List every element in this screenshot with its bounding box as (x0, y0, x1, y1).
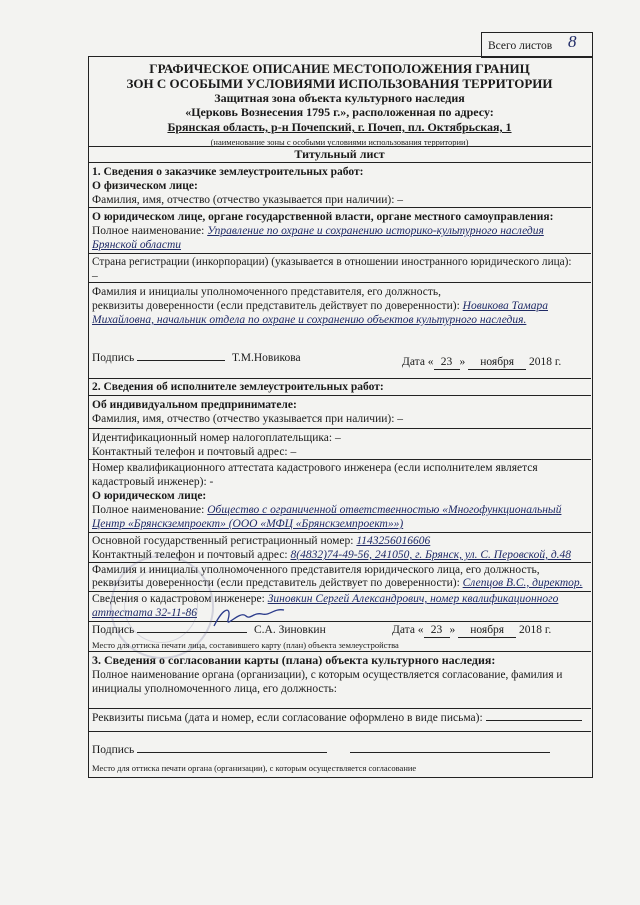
divider (88, 428, 591, 429)
section1-date-year: 2018 г. (529, 356, 562, 368)
zone-type: Защитная зона объекта культурного наследия (214, 91, 465, 105)
section2-ip-contacts: Контактный телефон и почтовый адрес: – (92, 446, 297, 458)
section3-letter-line (486, 720, 582, 721)
sheets-count-value: 8 (568, 32, 577, 51)
section3-signature-row (92, 744, 550, 757)
section2-legal-heading: О юридическом лице: (92, 490, 207, 502)
section1-rep-label: реквизиты доверенности (если представитель действует по доверенности): (92, 300, 460, 312)
section1-country-value: – (92, 270, 98, 282)
divider (88, 253, 591, 254)
section1-fullname-value: Управление по охране и сохранению историко-культурного наследия (207, 225, 544, 237)
section2-rep-label: реквизиты доверенности (если представитель действует по доверенности): (92, 577, 460, 589)
section2-ogrn-label: Основной государственный регистрационный номер: (92, 535, 354, 547)
section1-sign-line (137, 360, 225, 361)
zone-address: Брянская область, р-н Почепский, г. Почеп, пл. Октябрьская, 1 (167, 120, 512, 134)
section2-rep-line1: Фамилия и инициалы уполномоченного представителя юридического лица, его должность, (92, 564, 540, 576)
section3-org-line1: Полное наименование органа (организации), с которым осуществляется согласование, фамилия и (92, 669, 563, 681)
section1-date (402, 356, 561, 370)
section1-country: Страна регистрации (инкорпорации) (указывается в отношении иностранного юридического лица): (92, 256, 572, 268)
section2-sign-name: С.А. Зиновкин (253, 624, 326, 636)
section2-date-quote: » (449, 624, 456, 636)
section1-sign-label: Подпись (92, 352, 135, 364)
section1-rep-value: Новикова Тамара (462, 300, 548, 312)
signature-mark (210, 602, 290, 632)
divider (88, 459, 591, 460)
section3-org-line2: инициалы уполномоченного лица, его должность: (92, 683, 337, 695)
section1-legal-heading: О юридическом лице, органе государственной власти, органе местного самоуправления: (92, 211, 554, 223)
section2-inn: Идентификационный номер налогоплательщика: – (92, 432, 341, 444)
section2-fullname-value-cont: Центр «Брянскземпроект» (ООО «МФЦ «Брянскземпроект»») (92, 518, 404, 530)
section1-fullname-label: Полное наименование: (92, 225, 205, 237)
divider (88, 395, 591, 396)
sheets-count-label: Всего листов (488, 40, 553, 52)
section3-name-line (350, 752, 550, 753)
section1-rep-value-cont: Михайловна, начальник отдела по охране и сохранению объектов культурного наследия. (92, 314, 527, 326)
section2-ogrn-row (92, 535, 430, 548)
title-sheet-label: Титульный лист (294, 147, 385, 161)
section3-sign-line (137, 752, 327, 753)
section2-engineer-value: Зиновкин Сергей Александрович, номер квалификационного (267, 593, 559, 605)
section2-date-year: 2018 г. (519, 624, 552, 636)
section1-phys-fio: Фамилия, имя, отчество (отчество указывается при наличии): – (92, 194, 404, 206)
section1-date-quote: » (459, 356, 466, 368)
divider (88, 532, 591, 533)
section2-heading: 2. Сведения об исполнителе землеустроительных работ: (92, 381, 384, 393)
doc-title-line2: ЗОН С ОСОБЫМИ УСЛОВИЯМИ ИСПОЛЬЗОВАНИЯ ТЕРРИТОРИИ (126, 76, 553, 91)
zone-object: «Церковь Вознесения 1795 г.», расположенная по адресу: (185, 105, 494, 119)
section2-contact-value: 8(4832)74-49-56, 241050, г. Брянск, ул. С. Перовской, д.48 (290, 549, 572, 561)
section2-contact-label: Контактный телефон и почтовый адрес: (92, 549, 288, 561)
divider (88, 708, 591, 709)
section2-ip-heading: Об индивидуальном предпринимателе: (92, 399, 297, 411)
section1-date-month: ноября (468, 356, 526, 370)
section2-date (392, 624, 551, 638)
section1-date-label: Дата « (402, 356, 434, 368)
section1-date-day: 23 (434, 356, 460, 370)
section2-ogrn-value: 1143256016606 (356, 535, 431, 547)
section2-stamp-note: Место для оттиска печати лица, составившего карту (план) объекта землеустройства (92, 640, 399, 650)
section2-fullname-value: Общество с ограниченной ответственностью «Многофункциональный (207, 504, 562, 516)
divider (88, 162, 591, 163)
section3-letter-label: Реквизиты письма (дата и номер, если согласование оформлено в виде письма): (92, 712, 483, 724)
section3-letter-row (92, 712, 582, 725)
section1-rep-line1: Фамилия и инициалы уполномоченного представителя, его должность, (92, 286, 441, 298)
divider (88, 378, 591, 379)
stamp-mark-inner (124, 569, 198, 643)
section1-sign-name: Т.М.Новикова (231, 352, 301, 364)
section2-engineer-label: Сведения о кадастровом инженере: (92, 593, 265, 605)
section1-fullname-value-cont: Брянской области (92, 239, 182, 251)
section1-fullname-row (92, 225, 544, 238)
section2-fullname-label: Полное наименование: (92, 504, 205, 516)
sheets-count-box (481, 32, 593, 58)
section2-date-label: Дата « (392, 624, 424, 636)
divider (88, 282, 591, 283)
section2-cert-line2: кадастровый инженер): - (92, 476, 214, 488)
doc-title-line1: ГРАФИЧЕСКОЕ ОПИСАНИЕ МЕСТОПОЛОЖЕНИЯ ГРАНИЦ (149, 61, 530, 76)
section2-sign-label: Подпись (92, 624, 135, 636)
section3-heading: 3. Сведения о согласовании карты (плана) объекта культурного наследия: (92, 653, 496, 667)
divider (88, 207, 591, 208)
section2-fullname-row (92, 504, 561, 517)
section1-heading: 1. Сведения о заказчике землеустроительных работ: (92, 166, 364, 178)
section1-phys-heading: О физическом лице: (92, 180, 198, 192)
section3-sign-label: Подпись (92, 744, 135, 756)
divider (88, 651, 591, 652)
section2-ip-fio: Фамилия, имя, отчество (отчество указывается при наличии): – (92, 413, 404, 425)
section2-cert-line1: Номер квалификационного аттестата кадастрового инженера (если исполнителем является (92, 462, 538, 474)
section2-rep-value: Слепцов В.С., директор. (462, 577, 583, 589)
section2-date-month: ноября (458, 624, 516, 638)
zone-caption: (наименование зоны с особыми условиями использования территории) (210, 137, 469, 147)
section3-stamp-note: Место для оттиска печати органа (организации), с которым осуществляется согласование (92, 763, 417, 773)
section1-signature-row (92, 352, 301, 365)
section2-engineer-value-cont: аттестата 32-11-86 (92, 607, 197, 619)
section1-rep-line2 (92, 300, 548, 313)
section2-date-day: 23 (424, 624, 450, 638)
divider (88, 731, 591, 732)
